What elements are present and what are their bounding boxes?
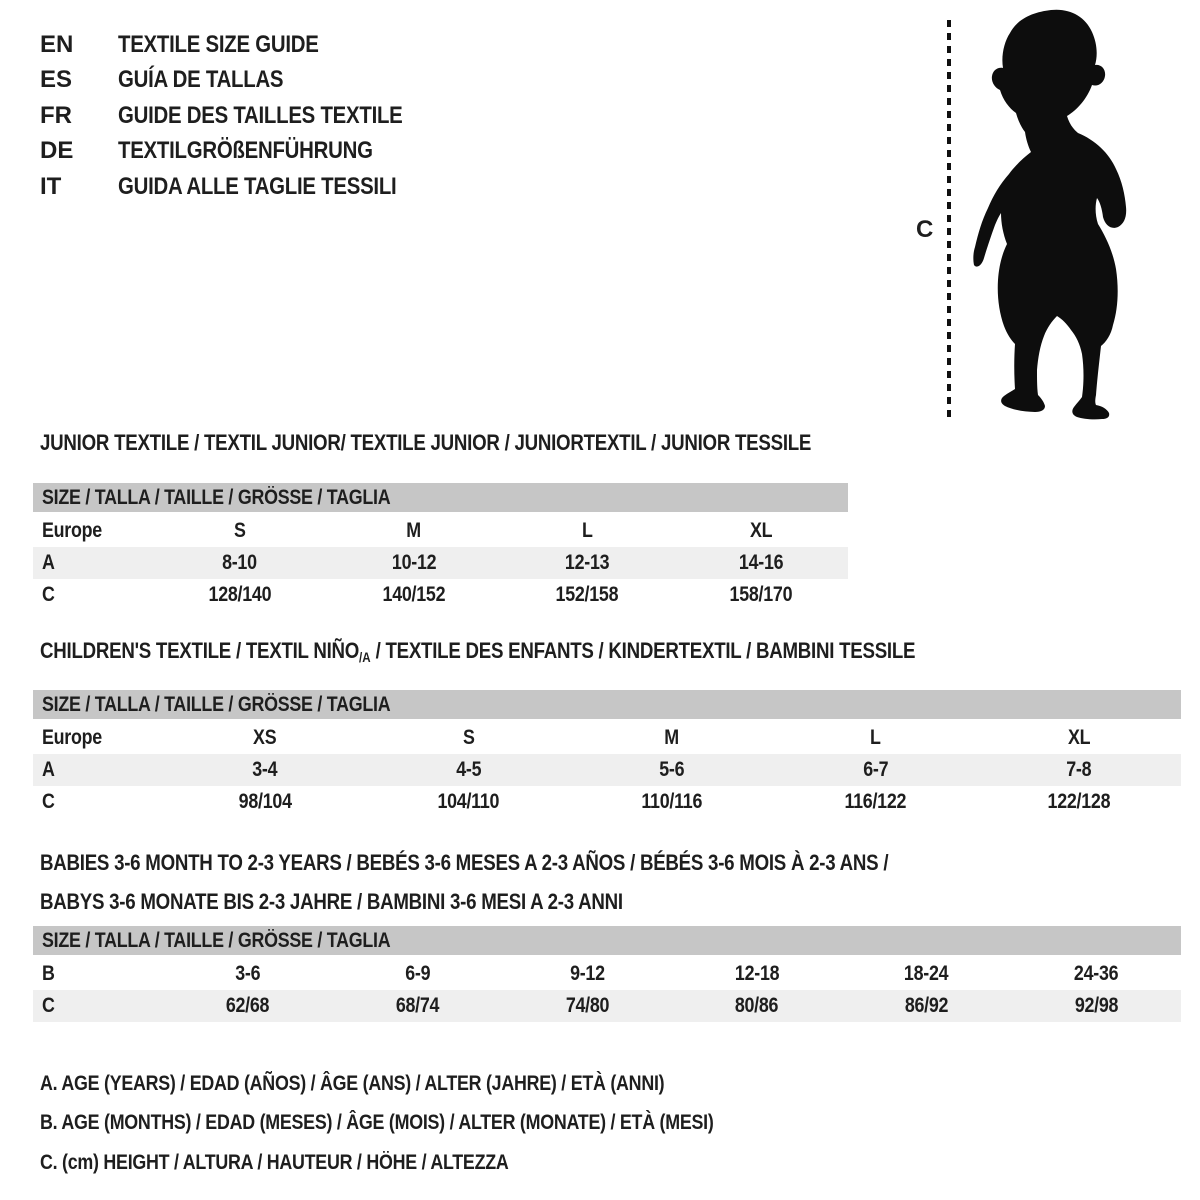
junior-table-body	[33, 515, 848, 611]
size-value: S	[234, 519, 246, 542]
table-row	[33, 547, 848, 579]
size-value: 80/86	[735, 994, 779, 1017]
lang-title: GUIDA ALLE TAGLIE TESSILI	[118, 172, 397, 200]
size-value: 6-7	[863, 758, 889, 781]
size-value: 122/128	[1047, 790, 1111, 813]
size-value: 86/92	[904, 994, 949, 1017]
lang-row-de	[40, 134, 453, 170]
legend-line-b: B. AGE (MONTHS) / EDAD (MESES) / ÂGE (MOIS) / ALTER (MONATE) / ETÀ (MESI)	[40, 1111, 714, 1135]
size-value: 98/104	[238, 790, 292, 813]
lang-row-es	[40, 63, 453, 99]
row-label: C	[42, 583, 55, 606]
size-value: XL	[749, 519, 773, 542]
row-label: A	[42, 758, 55, 781]
size-value: 140/152	[382, 583, 445, 606]
table-row	[33, 958, 1181, 990]
size-header-text: SIZE / TALLA / TAILLE / GRÖSSE / TAGLIA	[42, 692, 391, 716]
children-table-body	[33, 722, 1181, 818]
babies-size-table	[33, 926, 1181, 1022]
lang-code: DE	[40, 137, 74, 165]
babies-section-title	[40, 843, 1038, 921]
babies-table-body	[33, 958, 1181, 1022]
row-label: Europe	[42, 726, 102, 749]
height-measure-dashed-line	[947, 20, 951, 417]
lang-code: EN	[40, 30, 74, 58]
size-header-text: SIZE / TALLA / TAILLE / GRÖSSE / TAGLIA	[42, 485, 391, 509]
size-value: 3-4	[252, 758, 278, 781]
lang-row-en	[40, 27, 453, 63]
size-value: 12-13	[565, 551, 610, 574]
size-value: 62/68	[226, 994, 270, 1017]
size-value: XS	[253, 726, 277, 749]
measure-c-label: C	[916, 216, 934, 243]
table-row	[33, 786, 1181, 818]
size-value: 10-12	[391, 551, 436, 574]
size-value: M	[664, 726, 680, 749]
size-value: 7-8	[1066, 758, 1092, 781]
size-value: 24-36	[1073, 962, 1119, 985]
size-value: 8-10	[222, 551, 258, 574]
lang-code: ES	[40, 66, 73, 94]
size-value: 128/140	[208, 583, 272, 606]
size-value: 158/170	[729, 583, 793, 606]
lang-title: GUÍA DE TALLAS	[118, 66, 284, 94]
lang-title: TEXTILGRÖßENFÜHRUNG	[118, 137, 373, 165]
size-header-bar	[33, 926, 1181, 955]
size-header-bar	[33, 690, 1181, 719]
row-label: C	[42, 994, 55, 1017]
lang-code: IT	[40, 172, 62, 200]
row-label: A	[42, 551, 55, 574]
row-label: B	[42, 962, 55, 985]
size-value: 116/122	[844, 790, 907, 813]
toddler-silhouette-icon	[973, 8, 1145, 420]
size-header-bar	[33, 483, 848, 512]
lang-title: GUIDE DES TAILLES TEXTILE	[118, 101, 403, 129]
lang-row-it	[40, 169, 453, 205]
size-value: 14-16	[738, 551, 784, 574]
table-row	[33, 722, 1181, 754]
table-row	[33, 579, 848, 611]
size-value: 92/98	[1074, 994, 1118, 1017]
children-section-title-text: CHILDREN'S TEXTILE / TEXTIL NIÑO/A / TEXTILE DES ENFANTS / KINDERTEXTIL / BAMBINI TESSILE	[40, 638, 916, 666]
babies-title-line-1: BABIES 3-6 MONTH TO 2-3 YEARS / BEBÉS 3-6 MESES A 2-3 AÑOS / BÉBÉS 3-6 MOIS À 2-3 ANS /	[40, 850, 889, 875]
size-value: L	[870, 726, 881, 749]
size-value: 68/74	[395, 994, 440, 1017]
lang-title: TEXTILE SIZE GUIDE	[118, 30, 319, 58]
size-value: 5-6	[659, 758, 685, 781]
size-value: M	[406, 519, 421, 542]
row-label: Europe	[42, 519, 102, 542]
language-title-list	[40, 27, 453, 205]
size-value: S	[462, 726, 475, 749]
size-value: 9-12	[569, 962, 605, 985]
size-value: XL	[1068, 726, 1091, 749]
size-value: 110/116	[641, 790, 703, 813]
size-value: 18-24	[904, 962, 949, 985]
lang-code: FR	[40, 101, 72, 129]
size-value: 3-6	[235, 962, 261, 985]
junior-section-title	[40, 430, 947, 456]
size-value: L	[582, 519, 593, 542]
legend-line-c: C. (cm) HEIGHT / ALTURA / HAUTEUR / HÖHE / ALTEZZA	[40, 1150, 509, 1174]
size-value: 74/80	[565, 994, 609, 1017]
size-value: 152/158	[556, 583, 619, 606]
babies-title-line-2: BABYS 3-6 MONATE BIS 2-3 JAHRE / BAMBINI 3-6 MESI A 2-3 ANNI	[40, 889, 623, 914]
row-label: C	[42, 790, 55, 813]
lang-row-fr	[40, 98, 453, 134]
table-row	[33, 754, 1181, 786]
table-row	[33, 515, 848, 547]
junior-size-table	[33, 483, 848, 611]
children-section-title	[40, 638, 1070, 667]
size-value: 12-18	[734, 962, 780, 985]
children-size-table	[33, 690, 1181, 818]
size-value: 4-5	[455, 758, 481, 781]
legend-line-a: A. AGE (YEARS) / EDAD (AÑOS) / ÂGE (ANS) / ALTER (JAHRE) / ETÀ (ANNI)	[40, 1071, 665, 1095]
legend	[40, 1064, 832, 1183]
size-header-text: SIZE / TALLA / TAILLE / GRÖSSE / TAGLIA	[42, 928, 391, 952]
table-row	[33, 990, 1181, 1022]
junior-section-title-text: JUNIOR TEXTILE / TEXTIL JUNIOR/ TEXTILE JUNIOR / JUNIORTEXTIL / JUNIOR TESSILE	[40, 430, 812, 455]
nino-a-subscript: /A	[359, 650, 371, 666]
size-value: 104/110	[437, 790, 500, 813]
size-value: 6-9	[404, 962, 431, 985]
